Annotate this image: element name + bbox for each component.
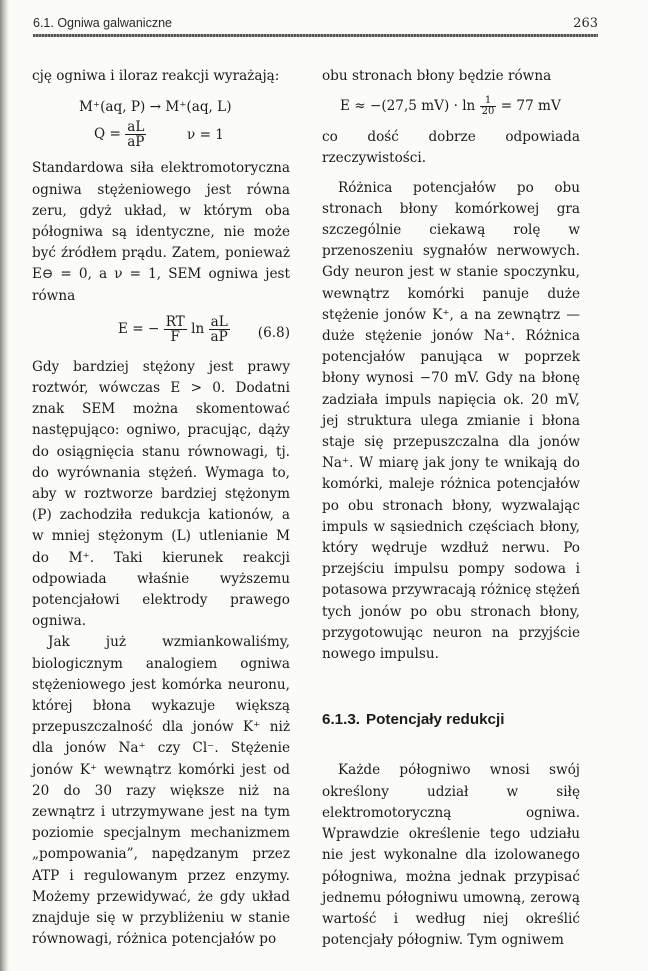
membrane-equation-main: E ≈ −(27,5 mV) · ln (340, 98, 476, 115)
quotient-numerator: aL (125, 120, 146, 135)
membrane-fraction-denominator: 20 (481, 106, 495, 118)
eq68-activity-fraction (209, 315, 230, 344)
eq68-activity-numerator: aL (209, 315, 230, 330)
quotient-label: Q = (94, 126, 121, 143)
quotient-denominator: aP (127, 134, 145, 151)
membrane-equation-fraction (480, 96, 497, 117)
eq68-rt-fraction (164, 315, 187, 344)
equation-number: (6.8) (257, 324, 290, 341)
left-paragraph-1: Standardowa siła elektromotoryczna ogniwa stężeniowego jest równa zeru, gdyż układ, w którym oba półogniwa są identyczne, nie może być źródłem prądu. Zatem, ponieważ E⊖ = 0, a ν = 1, SEM ogniwa jest równa (32, 160, 290, 304)
left-paragraph-3: Jak już wzmiankowaliśmy, biologicznym analogiem ogniwa stężeniowego jest komórka neuronu, której błona wykazuje większą przepuszczalność dla jonów K⁺ niż dla jonów Na⁺ czy Cl⁻. Stężenie jonów K⁺ wewnątrz komórki jest od 20 do 30 razy większe niż na zewnątrz i utrzymywane jest na tym poziomie specjalnym mechanizmem „pompowania”, napędzanym przez ATP i regulowanym przez enzymy. Możemy przewidywać, że gdy układ znajduje się w przybliżeniu w stanie równowagi, różnica potencjałów po (32, 634, 290, 948)
running-header-title: 6.1. Ogniwa galwaniczne (33, 16, 172, 30)
right-paragraph-2: Różnica potencjałów po obu stronach błony komórkowej gra szczególnie ciekawą rolę w przenoszeniu sygnałów nerwowych. Gdy neuron jest w stanie spoczynku, wewnątrz komórki panuje duże stężenie jonów K⁺, a na zewnątrz — duże stężenie jonów Na⁺. Różnica potencjałów panująca w poprzek błony wynosi −70 mV. Gdy na błonę zadziała impuls napięcia ok. 20 mV, jej struktura ulega zmianie i błona staje się przepuszczalna dla jonów Na⁺. W miarę jak jony te wnikają do komórki, maleje różnica potencjałów po obu stronach błony, wyzwalając impuls w sąsiednich częściach błony, który wędruje wzdłuż nerwu. Po przejściu impulsu pompy sodowa i potasowa przywracają różnicę stężeń tych jonów po obu stronach błony, przygotowując neuron na przyjście nowego impulsu. (322, 179, 580, 663)
eq68-rt-denominator: F (170, 328, 180, 345)
section-heading (322, 709, 580, 730)
eq68-rt-numerator: RT (165, 313, 185, 330)
reaction-equation-text: M⁺(aq, P) → M⁺(aq, L) (79, 99, 232, 116)
page-number: 263 (573, 16, 598, 31)
nu-equation: ν = 1 (187, 127, 224, 144)
quotient-fraction (125, 120, 146, 149)
eq68-activity-denominator: aP (210, 328, 228, 345)
left-column (32, 66, 290, 951)
right-intro-line: obu stronach błony będzie równa (322, 68, 552, 84)
quotient-equation (32, 108, 290, 151)
membrane-fraction-numerator: 1 (480, 96, 497, 107)
eq68-lhs: E = − (118, 320, 160, 337)
left-paragraph-2: Gdy bardziej stężony jest prawy roztwór, wówczas E > 0. Dodatni znak SEM można skomentować następująco: ogniwo, pracując, dąży do osiągnięcia stanu równowagi, tj. do wyrównania stężeń. Wymaga to, aby w roztworze bardziej stężonym (P) zachodziła redukcja kationów, a w mniej stężonym (L) utlenianie M do M⁺. Taki kierunek reakcji odpowiada właśnie wyższemu potencjałowi elektrody prawego ogniwa. (32, 358, 290, 630)
header-rule (33, 34, 598, 37)
left-intro-line: cję ogniwa i iloraz reakcji wyrażają: (32, 68, 280, 84)
reaction-equation (32, 87, 290, 116)
page-spine-shadow (0, 0, 9, 971)
eq68-ln: ln (191, 320, 205, 337)
equation-6-8 (32, 307, 290, 357)
right-column (322, 66, 580, 951)
right-paragraph-1: co dość dobrze odpowiada rzeczywistości. (322, 129, 580, 167)
membrane-potential-equation (322, 87, 580, 127)
section-title: Potencjały redukcji (366, 711, 505, 729)
membrane-equation-result: = 77 mV (500, 98, 561, 115)
right-paragraph-3: Każde półogniwo wnosi swój określony udział w siłę elektromotoryczną ogniwa. Wprawdzie określenie tego udziału nie jest wykonalne dla izolowanego półogniwa, można jednak przypisać jednemu półogniwu umowną, zerową wartość i według niej określić potencjały półogniw. Tym ogniwem (322, 762, 580, 949)
section-number: 6.1.3. (322, 711, 360, 729)
running-header (33, 14, 598, 32)
